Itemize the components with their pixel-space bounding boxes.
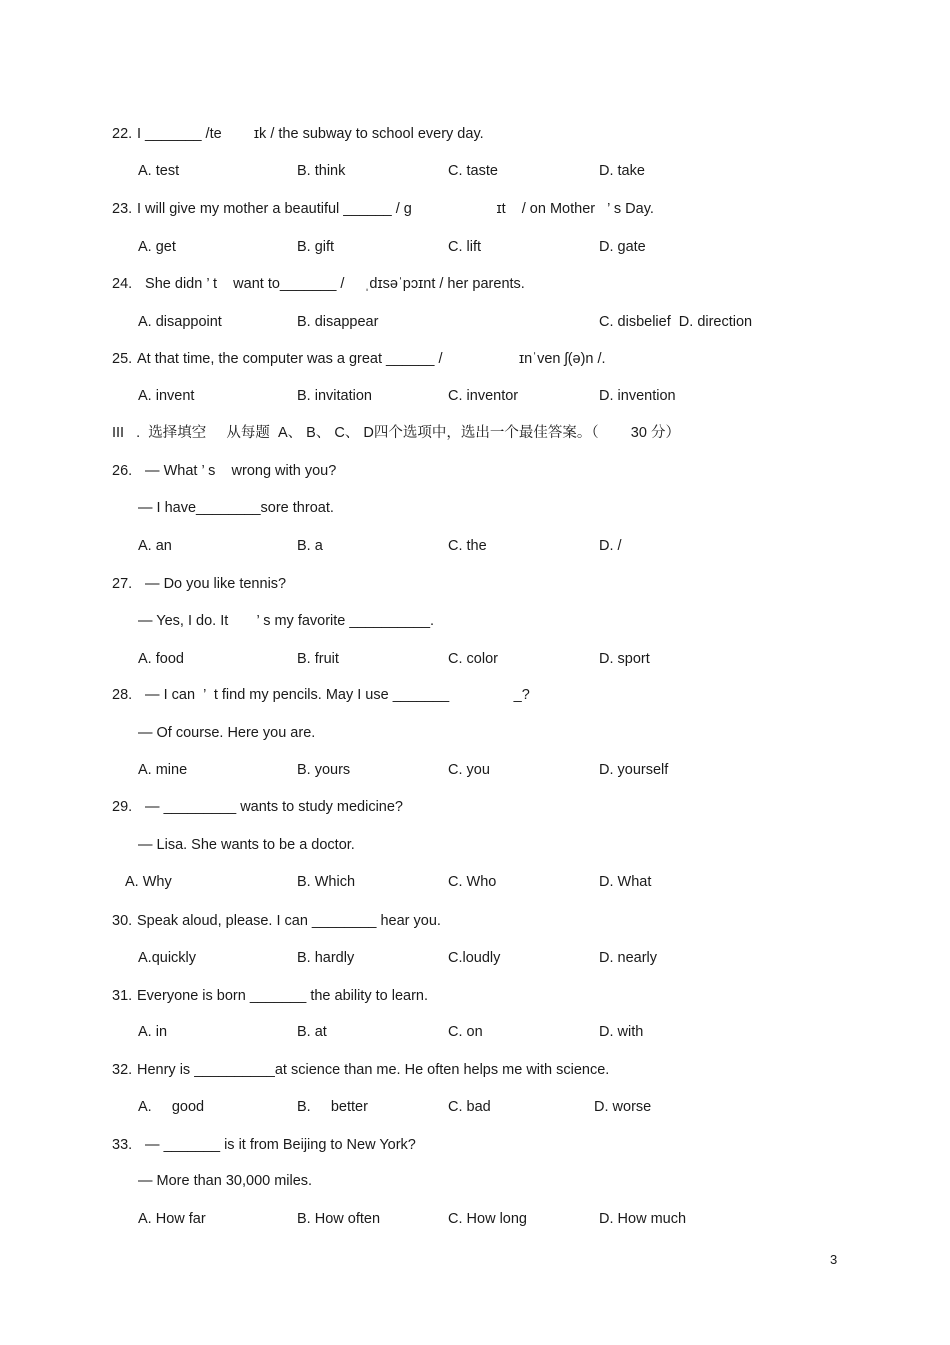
answer-option: A. get	[138, 239, 176, 255]
question-stem: Speak aloud, please. I can ________ hear you.	[137, 913, 441, 929]
answer-option: B. gift	[297, 239, 335, 255]
answer-option: B. at	[297, 1024, 327, 1040]
page-number: 3	[830, 1252, 838, 1267]
question-sub-line: — More than 30,000 miles.	[138, 1173, 313, 1189]
answer-option: B. fruit	[297, 651, 339, 667]
question-number: 30.	[112, 913, 133, 929]
answer-option: C. inventor	[448, 388, 519, 404]
answer-option: A. disappoint	[138, 314, 222, 330]
question-stem: I will give my mother a beautiful ______ / g ɪt / on Mother ’ s Day.	[137, 201, 654, 217]
question-sub-line: — Lisa. She wants to be a doctor.	[138, 837, 355, 853]
answer-option: C. bad	[448, 1099, 491, 1115]
answer-option: D. with	[599, 1024, 644, 1040]
answer-option: B. disappear	[297, 314, 379, 330]
answer-option: D. yourself	[599, 762, 669, 778]
section-heading: III . 选择填空 从每题 A、 B、 C、 D四个选项中，选出一个最佳答案。（ 30 分）	[112, 425, 680, 441]
answer-option: B. invitation	[297, 388, 372, 404]
answer-option: B. yours	[297, 762, 351, 778]
answer-option: D. How much	[599, 1211, 687, 1227]
question-stem: I _______ /te ɪk / the subway to school every day.	[137, 126, 484, 142]
answer-option: B. How often	[297, 1211, 381, 1227]
question-number: 25.	[112, 351, 133, 367]
answer-option: B. better	[297, 1099, 368, 1115]
answer-option: D. take	[599, 163, 645, 179]
answer-option: D. sport	[599, 651, 650, 667]
answer-option: A. in	[138, 1024, 168, 1040]
question-number: 23.	[112, 201, 133, 217]
answer-option: C. the	[448, 538, 487, 554]
answer-option: C. disbelief D. direction	[599, 314, 753, 330]
answer-option: A.quickly	[138, 950, 197, 966]
answer-option: C. taste	[448, 163, 498, 179]
answer-option: D. What	[599, 874, 652, 890]
question-number: 27.	[112, 576, 133, 592]
answer-option: C. on	[448, 1024, 483, 1040]
answer-option: A. How far	[138, 1211, 206, 1227]
answer-option: C.loudly	[448, 950, 501, 966]
question-stem: Everyone is born _______ the ability to learn.	[137, 988, 428, 1004]
answer-option: D. /	[599, 538, 622, 554]
question-sub-line: — I have________sore throat.	[138, 500, 334, 516]
question-stem: She didn ’ t want to_______ / ˌdɪsəˈpɔɪnt / her parents.	[137, 276, 525, 292]
answer-option: C. lift	[448, 239, 482, 255]
answer-option: A. test	[138, 163, 180, 179]
question-number: 33.	[112, 1137, 133, 1153]
answer-option: C. you	[448, 762, 490, 778]
answer-option: A. good	[138, 1099, 205, 1115]
answer-option: C. color	[448, 651, 498, 667]
question-number: 32.	[112, 1062, 133, 1078]
answer-option: B. Which	[297, 874, 356, 890]
answer-option: C. Who	[448, 874, 497, 890]
question-stem: — _______ is it from Beijing to New York?	[137, 1137, 416, 1153]
question-stem: — I can ’ t find my pencils. May I use _______ _?	[137, 687, 530, 703]
question-stem: At that time, the computer was a great ______ / ɪnˈven ʃ(ə)n /.	[137, 351, 606, 367]
question-stem: — _________ wants to study medicine?	[137, 799, 403, 815]
answer-option: B. a	[297, 538, 323, 554]
answer-option: A. mine	[138, 762, 188, 778]
question-stem: — What ’ s wrong with you?	[137, 463, 337, 479]
answer-option: A. invent	[138, 388, 195, 404]
answer-option: D. invention	[599, 388, 676, 404]
question-number: 26.	[112, 463, 133, 479]
answer-option: D. worse	[594, 1099, 652, 1115]
answer-option: B. think	[297, 163, 346, 179]
answer-option: A. food	[138, 651, 184, 667]
question-stem: — Do you like tennis?	[137, 576, 287, 592]
answer-option: D. nearly	[599, 950, 658, 966]
answer-option: D. gate	[599, 239, 646, 255]
answer-option: A. an	[138, 538, 172, 554]
question-sub-line: — Of course. Here you are.	[138, 725, 316, 741]
answer-option: C. How long	[448, 1211, 527, 1227]
question-stem: Henry is __________at science than me. He often helps me with science.	[137, 1062, 610, 1078]
answer-option: A. Why	[125, 874, 172, 890]
question-number: 28.	[112, 687, 133, 703]
question-number: 31.	[112, 988, 133, 1004]
question-number: 22.	[112, 126, 133, 142]
question-number: 24.	[112, 276, 133, 292]
answer-option: B. hardly	[297, 950, 355, 966]
question-number: 29.	[112, 799, 133, 815]
question-sub-line: — Yes, I do. It ’ s my favorite __________.	[138, 613, 435, 629]
